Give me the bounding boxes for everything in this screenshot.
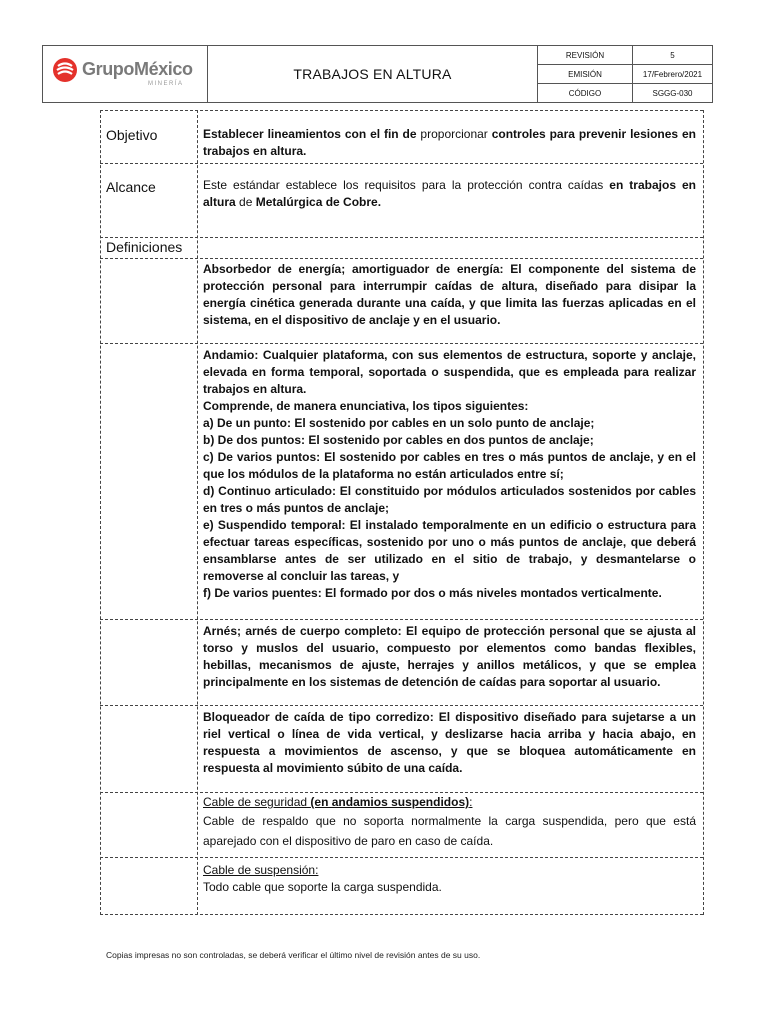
meta-value: 17/Febrero/2021 (642, 69, 703, 79)
meta-label: REVISIÓN (538, 46, 633, 64)
row-divider (100, 792, 703, 793)
row-divider (100, 343, 703, 344)
alcance-text (203, 177, 696, 211)
objetivo-label: Objetivo (106, 127, 158, 143)
definition-cable-seguridad (203, 794, 696, 851)
row-divider (100, 619, 703, 620)
definition-arnes: Arnés; arnés de cuerpo completo: El equipo de protección personal que se ajusta al torso y muslos del usuario, compuesto por elementos como bandas flexibles, hebillas, mecanismos de ajuste, herrajes y anillos metálicos, y que se emplea principalmente en los sistemas de detención de caídas para soportar al usuario. (203, 624, 696, 689)
table-border-right (703, 110, 704, 915)
term-part: (en andamios suspendidos) (310, 795, 470, 809)
alcance-label: Alcance (106, 179, 156, 195)
definiciones-label: Definiciones (106, 239, 183, 255)
andamio-paragraph: Andamio: Cualquier plataforma, con sus elementos de estructura, soporte y anclaje, elevada en forma temporal, soportada o suspendida, que es empleada para realizar trabajos en altura. (203, 348, 696, 396)
definition-bloqueador: Bloqueador de caída de tipo corredizo: El dispositivo diseñado para sujetarse a un riel vertical o línea de vida vertical, y deslizarse hacia arriba y hacia abajo, en respuesta a movimientos de ascenso, y que se bloquea automáticamente en respuesta al movimiento súbito de una caída. (203, 710, 696, 775)
row-divider (100, 163, 703, 164)
andamio-paragraph: b) De dos puntos: El sostenido por cables en dos puntos de anclaje; (203, 433, 594, 447)
cable-seguridad-definition: Cable de respaldo que no soporta normalmente la carga suspendida, pero que está aparejado con el dispositivo de paro en caso de caída. (203, 814, 696, 848)
document-title: TRABAJOS EN ALTURA (208, 46, 538, 102)
objetivo-text-part: proporcionar (416, 127, 492, 141)
alcance-text-part: en trabajos en altura (203, 178, 697, 209)
andamio-paragraph: c) De varios puntos: El sostenido por cables en tres o más puntos de anclaje, y en el que los módulos de la plataforma no están articulados entre sí; (203, 450, 696, 481)
row-divider (100, 914, 703, 915)
table-column-divider (197, 110, 198, 915)
row-divider (100, 110, 703, 111)
alcance-text-part: Este estándar establece los requisitos para la protección contra caídas (203, 178, 610, 192)
meta-value: SGGG-030 (652, 88, 693, 98)
objetivo-text (203, 126, 696, 160)
row-divider (100, 857, 703, 858)
term-part: : (469, 795, 473, 809)
logo-text: GrupoMéxico (82, 59, 193, 79)
meta-label: EMISIÓN (538, 65, 633, 83)
term-part: Cable de seguridad (203, 795, 311, 809)
row-divider (100, 258, 703, 259)
andamio-paragraph: f) De varios puentes: El formado por dos o más niveles montados verticalmente. (203, 586, 662, 600)
cable-seguridad-term (203, 794, 696, 811)
meta-row-revision (538, 46, 712, 65)
logo-subtext: MINERÍA (148, 81, 184, 87)
objetivo-text-part: Establecer lineamientos con el fin de (203, 127, 417, 141)
definition-absorbedor: Absorbedor de energía; amortiguador de energía: El componente del sistema de protección personal para interrumpir caídas de altura, diseñado para disipar la energía cinética generada durante una caída, y que limita las fuerzas aplicadas en el sistema, en el dispositivo de anclaje y en el usuario. (203, 262, 696, 327)
cable-suspension-definition: Todo cable que soporte la carga suspendida. (203, 880, 442, 894)
meta-row-emision (538, 65, 712, 84)
andamio-paragraph: a) De un punto: El sostenido por cables en un solo punto de anclaje; (203, 416, 595, 430)
row-divider (100, 705, 703, 706)
row-divider (100, 237, 703, 238)
meta-label: CÓDIGO (538, 84, 633, 102)
meta-value: 5 (670, 50, 675, 60)
andamio-paragraph: e) Suspendido temporal: El instalado temporalmente en un edificio o estructura para efectuar tareas específicas, sostenido por uno o más puntos de anclaje, que deberá ensamblarse antes de ser utilizado en el sitio de trabajo, y desmantelarse o removerse al concluir las tareas, y (203, 518, 696, 583)
alcance-text-part: de (235, 195, 256, 209)
definition-andamio (203, 347, 696, 602)
table-border-left (100, 110, 101, 915)
objetivo-text-part: controles para prevenir lesiones en trabajos en altura. (203, 127, 696, 158)
andamio-paragraph: d) Continuo articulado: El constituido por módulos articulados sostenidos por cables en tres o más puntos de anclaje; (203, 484, 696, 515)
footer-note: Copias impresas no son controladas, se deberá verificar el último nivel de revisión antes de su uso. (106, 950, 481, 960)
meta-row-codigo (538, 84, 712, 102)
andamio-paragraph: Comprende, de manera enunciativa, los tipos siguientes: (203, 399, 529, 413)
grupo-mexico-logo-icon (52, 57, 78, 83)
alcance-text-part: Metalúrgica de Cobre. (255, 195, 382, 209)
definition-cable-suspension (203, 862, 696, 896)
cable-suspension-term: Cable de suspensión: (203, 863, 319, 877)
